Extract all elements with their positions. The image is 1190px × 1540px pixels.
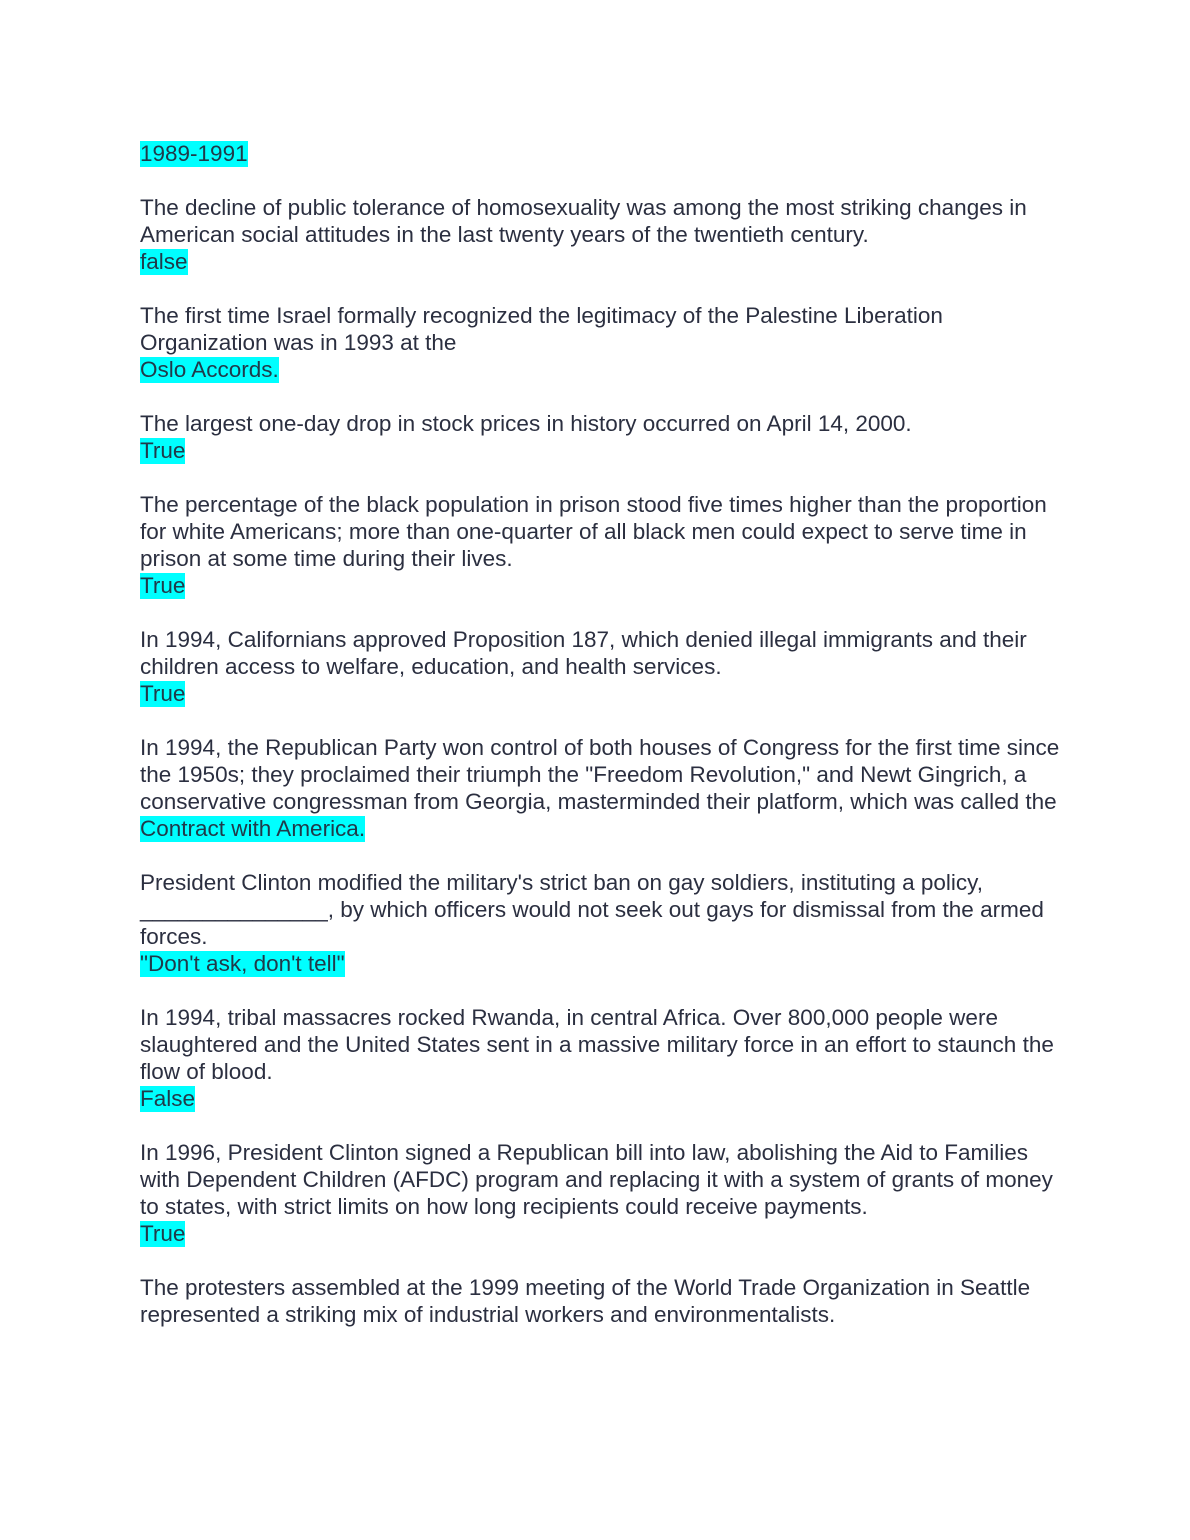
highlighted-answer: Contract with America.	[140, 816, 366, 841]
lead-answer	[140, 140, 1060, 167]
question-text: In 1996, President Clinton signed a Republican bill into law, abolishing the Aid to Families with Dependent Children (AFDC) program and replacing it with a system of grants of money to states, with strict limits on how long recipients could receive payments.	[140, 1140, 1053, 1219]
question-text: The largest one-day drop in stock prices in history occurred on April 14, 2000.	[140, 411, 912, 436]
question-text: The percentage of the black population in prison stood five times higher than the proportion for white Americans; more than one-quarter of all black men could expect to serve time in prison at some time during their lives.	[140, 492, 1047, 571]
highlighted-answer: 1989-1991	[140, 141, 248, 166]
question-text: The decline of public tolerance of homosexuality was among the most striking changes in American social attitudes in the last twenty years of the twentieth century.	[140, 195, 1027, 247]
question-text: The first time Israel formally recognized the legitimacy of the Palestine Liberation Organization was in 1993 at the	[140, 303, 943, 355]
question-text: In 1994, tribal massacres rocked Rwanda, in central Africa. Over 800,000 people were slaughtered and the United States sent in a massive military force in an effort to staunch the flow of blood.	[140, 1005, 1054, 1084]
question-text: The protesters assembled at the 1999 meeting of the World Trade Organization in Seattle represented a striking mix of industrial workers and environmentalists.	[140, 1275, 1031, 1327]
qa-item	[140, 410, 1060, 464]
highlighted-answer: Oslo Accords.	[140, 357, 279, 382]
highlighted-answer: True	[140, 573, 186, 598]
qa-item	[140, 1274, 1060, 1328]
highlighted-answer: false	[140, 249, 188, 274]
qa-item	[140, 626, 1060, 707]
qa-item	[140, 869, 1060, 977]
highlighted-answer: True	[140, 681, 186, 706]
qa-item	[140, 734, 1060, 842]
qa-item	[140, 302, 1060, 383]
highlighted-answer: False	[140, 1086, 196, 1111]
question-text: In 1994, Californians approved Proposition 187, which denied illegal immigrants and their children access to welfare, education, and health services.	[140, 627, 1027, 679]
qa-item	[140, 194, 1060, 275]
question-text: President Clinton modified the military's strict ban on gay soldiers, instituting a policy, _______________, by which officers would not seek out gays for dismissal from the armed forces.	[140, 870, 1044, 949]
highlighted-answer: True	[140, 1221, 186, 1246]
highlighted-answer: True	[140, 438, 186, 463]
highlighted-answer: "Don't ask, don't tell"	[140, 951, 345, 976]
qa-item	[140, 1004, 1060, 1112]
qa-item	[140, 1139, 1060, 1247]
document-page	[140, 140, 1060, 1355]
question-text: In 1994, the Republican Party won control of both houses of Congress for the first time since the 1950s; they proclaimed their triumph the "Freedom Revolution," and Newt Gingrich, a conservative congressman from Georgia, masterminded their platform, which was called the	[140, 735, 1060, 814]
qa-item	[140, 491, 1060, 599]
